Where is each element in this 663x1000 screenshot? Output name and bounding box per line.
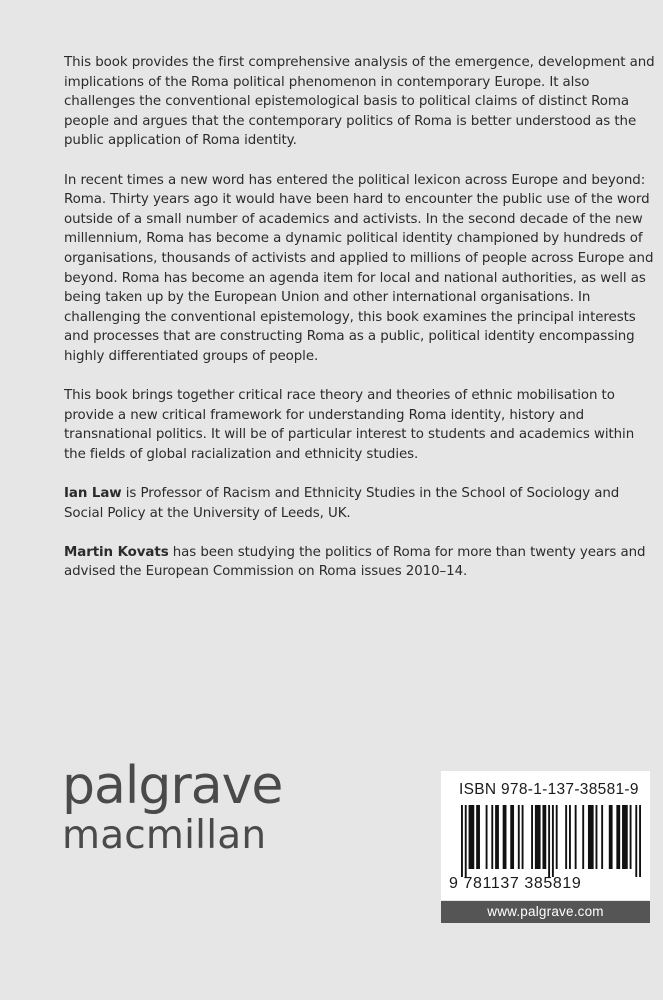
isbn-label: ISBN 978-1-137-38581-9 bbox=[459, 781, 639, 798]
publisher-url: www.palgrave.com bbox=[441, 901, 650, 923]
barcode-bar bbox=[582, 805, 584, 869]
barcode-bar bbox=[630, 805, 632, 869]
publisher-logo-line-2: macmillan bbox=[62, 813, 267, 858]
barcode-bar bbox=[639, 805, 641, 877]
barcode-bar bbox=[569, 805, 571, 869]
barcode-bar bbox=[469, 805, 475, 869]
barcode-bar bbox=[548, 805, 550, 877]
back-cover-blurb bbox=[64, 53, 656, 602]
barcode-bar bbox=[552, 805, 554, 877]
barcode-bars bbox=[461, 805, 641, 877]
barcode-bar bbox=[491, 805, 493, 869]
publisher-logo bbox=[62, 758, 282, 858]
barcode-bar bbox=[522, 805, 524, 869]
author-bio-1 bbox=[64, 484, 656, 523]
barcode-bar bbox=[556, 805, 558, 869]
description-paragraph-2: In recent times a new word has entered the political lexicon across Europe and beyond: Roma. Thirty years ago it would have been hard to encounter the public use of the word outside of a small number of academics and activists. In the second decade of the new millennium, Roma has become a dynamic political identity championed by hundreds of organisations, thousands of activists and applied to millions of people across Europe and beyond. Roma has become an agenda item for local and national authorities, as well as being taken up by the European Union and other international organisations. In challenging the conventional epistemology, this book examines the principal interests and processes that are constructing Roma as a public, political identity encompassing highly differentiated groups of people. bbox=[64, 172, 654, 364]
barcode-bar bbox=[531, 805, 533, 869]
barcode-bar bbox=[596, 805, 598, 869]
barcode-bar bbox=[465, 805, 467, 877]
barcode-bar bbox=[616, 805, 620, 869]
barcode-bar bbox=[565, 805, 567, 869]
barcode-bar bbox=[575, 805, 577, 869]
barcode-bar bbox=[510, 805, 514, 869]
barcode-bar bbox=[635, 805, 637, 877]
author-name-2: Martin Kovats bbox=[64, 544, 169, 560]
barcode-bar bbox=[461, 805, 463, 877]
barcode-bar bbox=[601, 805, 603, 869]
description-paragraph-3: This book brings together critical race theory and theories of ethnic mobilisation to provide a new critical framework for understanding Roma identity, history and transnational politics. It will be of particular interest to students and academics within the fields of global racialization and ethnicity studies. bbox=[64, 388, 635, 462]
author-name-1: Ian Law bbox=[64, 486, 122, 502]
barcode-bar bbox=[503, 805, 507, 869]
barcode-bar bbox=[518, 805, 520, 869]
author-bio-text-1: is Professor of Racism and Ethnicity Studies in the School of Sociology and Social Policy at the University of Leeds, UK. bbox=[64, 486, 620, 521]
barcode-digits: 9 781137 385819 bbox=[449, 875, 582, 892]
description-paragraph-1: This book provides the first comprehensive analysis of the emergence, development and implications of the Roma political phenomenon in contemporary Europe. It also challenges the conventional epistemological basis to political claims of distinct Roma people and argues that the contemporary politics of Roma is better understood as the public application of Roma identity. bbox=[64, 55, 655, 149]
barcode-bar bbox=[476, 805, 480, 869]
barcode-bar bbox=[609, 805, 613, 869]
publisher-logo-line-1: palgrave bbox=[62, 756, 283, 816]
isbn-barcode bbox=[441, 771, 650, 900]
barcode-bar bbox=[542, 805, 546, 869]
barcode-bar bbox=[588, 805, 594, 869]
barcode-bar bbox=[535, 805, 541, 869]
barcode-bar bbox=[486, 805, 488, 869]
barcode-bar bbox=[622, 805, 628, 869]
author-bio-2 bbox=[64, 543, 656, 582]
barcode-bar bbox=[495, 805, 499, 869]
author-bio-text-2: has been studying the politics of Roma for more than twenty years and advised the European Commission on Roma issues 2010–14. bbox=[64, 544, 646, 580]
